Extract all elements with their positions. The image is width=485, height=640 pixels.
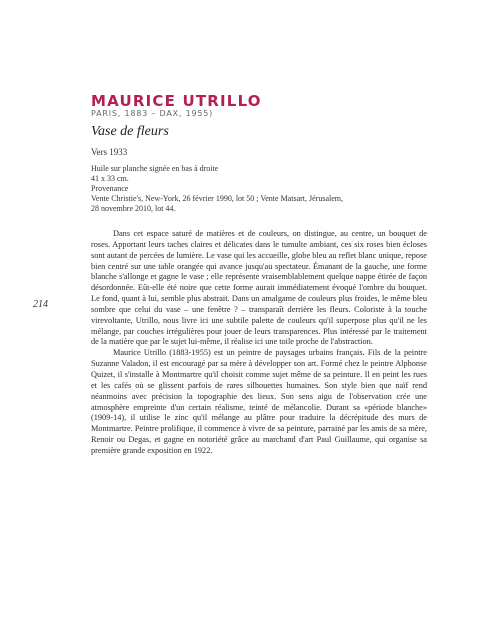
provenance-line: 28 novembre 2010, lot 44. xyxy=(91,204,176,213)
artist-name: MAURICE UTRILLO xyxy=(91,92,262,110)
artwork-medium xyxy=(91,164,218,184)
body-text xyxy=(91,229,427,457)
provenance-label: Provenance xyxy=(91,184,129,193)
page-number: 214 xyxy=(33,299,48,310)
provenance-block xyxy=(91,184,343,214)
artwork-title: Vase de fleurs xyxy=(91,124,169,139)
paragraph: Dans cet espace saturé de matières et de couleurs, on distingue, au centre, un bouquet de roses. Apportant leurs taches claires et délicates dans le tumulte ambiant, ces six roses bien écloses sont autant de percées de lumière. Le vase qui les accueille, globe bleu au reflet blanc unique, repose bien centré sur une table orangée qui avance jusqu'au spectateur. Émanant de la gauche, une forme blanche s'allonge et gagne le vase ; elle représente vraisemblablement quelque nappe étirée de façon désordonnée. Eût-elle été noire que cette forme aurait immédiatement évoqué l'ombre du bouquet. Le fond, quant à lui, semble plus abstrait. Dans un amalgame de couleurs plus froides, le même bleu sombre que celui du vase – une fenêtre ? – transparaît derrière les fleurs. Coloriste à la touche virevoltante, Utrillo, nous livre ici une subtile palette de couleurs qu'il superpose plus qu'il ne les mélange, par couches irrégulières pour jouer de leurs transparences. Plus intéressé par le traitement de la matière que par le sujet lui-même, il réalise ici une toile proche de l'abstraction. xyxy=(91,229,427,347)
artist-dates: PARIS, 1883 – DAX, 1955) xyxy=(91,109,214,118)
medium-line: Huile sur planche signée en bas à droite xyxy=(91,164,219,173)
dimensions-line: 41 x 33 cm. xyxy=(91,174,129,183)
provenance-line: Vente Christie's, New-York, 26 février 1990, lot 50 ; Vente Matsart, Jérusalem, xyxy=(91,194,343,203)
paragraph: Maurice Utrillo (1883-1955) est un peintre de paysages urbains français. Fils de la peintre Suzanne Valadon, il est encouragé par sa mère à développer son art. Formé chez le peintre Alphonse Quizet, il s'installe à Montmartre qu'il choisit comme sujet même de sa peinture. Il en peint les rues et les cafés où se glissent parfois de rares silhouettes humaines. Son style bien que naïf rend néanmoins avec précision la topographie des lieux. Son sens aigu de l'observation crée une atmosphère empreinte d'un certain réalisme, teinté de mélancolie. Durant sa «période blanche» (1909-14), il utilise le zinc qu'il mélange au plâtre pour traduire la décrépitude des murs de Montmartre. Peintre prolifique, il commence à vivre de sa peinture, parrainé par les amis de sa mère, Renoir ou Degas, et gagne en notoriété grâce au marchand d'art Paul Guillaume, qui organise sa première grande exposition en 1922. xyxy=(91,348,427,455)
artwork-date: Vers 1933 xyxy=(91,147,128,157)
